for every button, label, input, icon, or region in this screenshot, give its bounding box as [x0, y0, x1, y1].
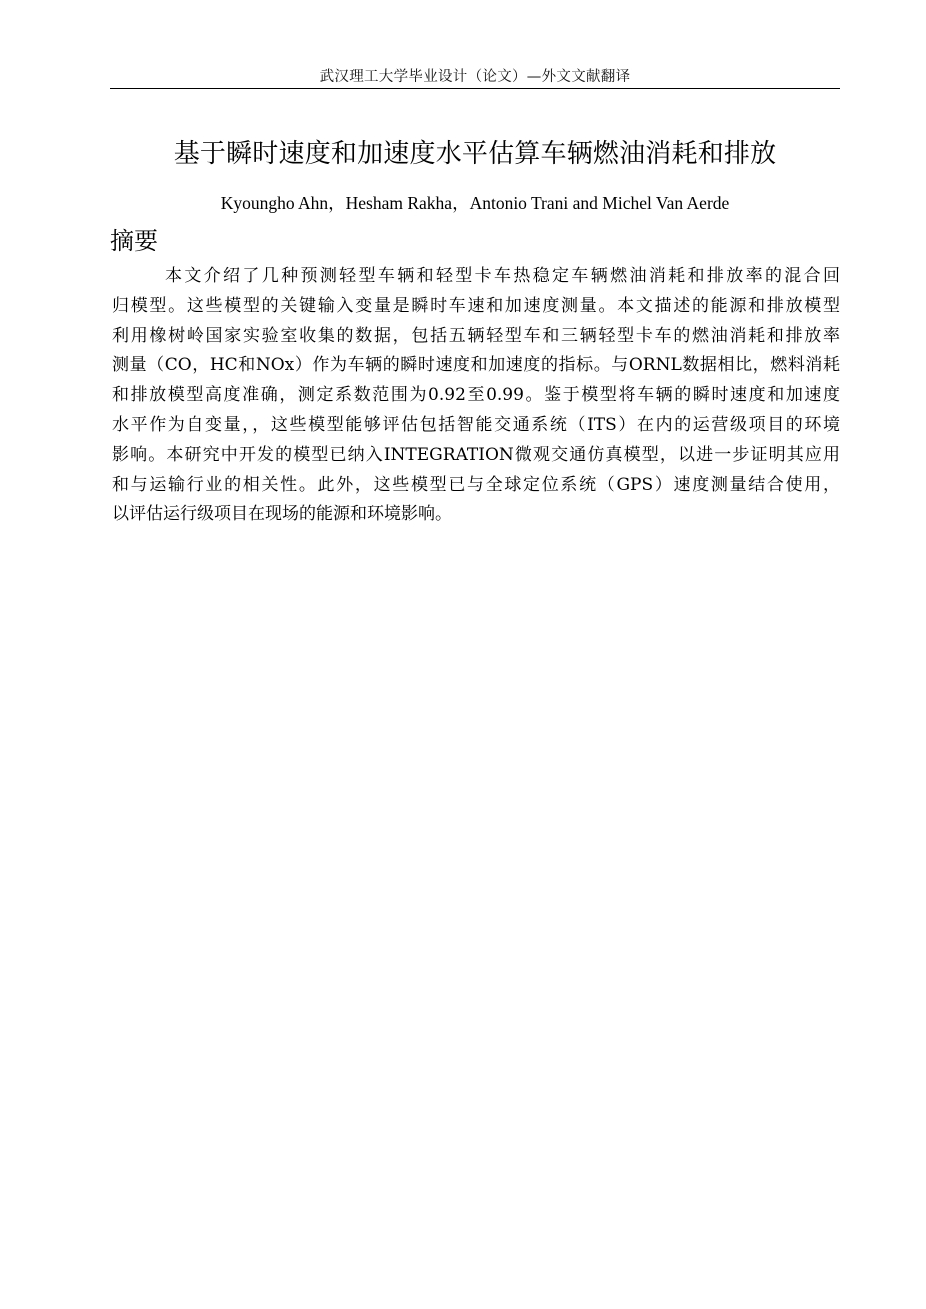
paper-title: 基于瞬时速度和加速度水平估算车辆燃油消耗和排放	[173, 139, 777, 169]
abstract-line: 影响。本研究中开发的模型已纳入INTEGRATION微观交通仿真模型，以进一步证明其应用	[112, 444, 840, 465]
abstract-line: 和排放模型高度准确，测定系数范围为0.92至0.99。鉴于模型将车辆的瞬时速度和加速度	[112, 385, 840, 406]
abstract-line: 以评估运行级项目在现场的能源和环境影响。	[112, 504, 452, 525]
abstract-line: 水平作为自变量，，这些模型能够评估包括智能交通系统（ITS）在内的运营级项目的环境	[112, 414, 840, 435]
author-list: Kyoungho Ahn，Hesham Rakha，Antonio Trani and Michel Van Aerde	[220, 193, 730, 213]
abstract-line: 利用橡树岭国家实验室收集的数据，包括五辆轻型车和三辆轻型卡车的燃油消耗和排放率	[112, 325, 840, 346]
abstract-line: 测量（CO，HC和NOx）作为车辆的瞬时速度和加速度的指标。与ORNL数据相比，燃料消耗	[112, 355, 840, 376]
header-divider	[110, 88, 840, 89]
abstract-line: 本文介绍了几种预测轻型车辆和轻型卡车热稳定车辆燃油消耗和排放率的混合回	[165, 266, 840, 286]
abstract-line: 和与运输行业的相关性。此外，这些模型已与全球定位系统（GPS）速度测量结合使用，	[112, 474, 840, 495]
running-header: 武汉理工大学毕业设计（论文）—外文文献翻译	[319, 69, 631, 85]
abstract-body	[112, 262, 840, 530]
abstract-line: 归模型。这些模型的关键输入变量是瞬时车速和加速度测量。本文描述的能源和排放模型	[112, 295, 840, 316]
abstract-heading: 摘要	[110, 227, 158, 255]
